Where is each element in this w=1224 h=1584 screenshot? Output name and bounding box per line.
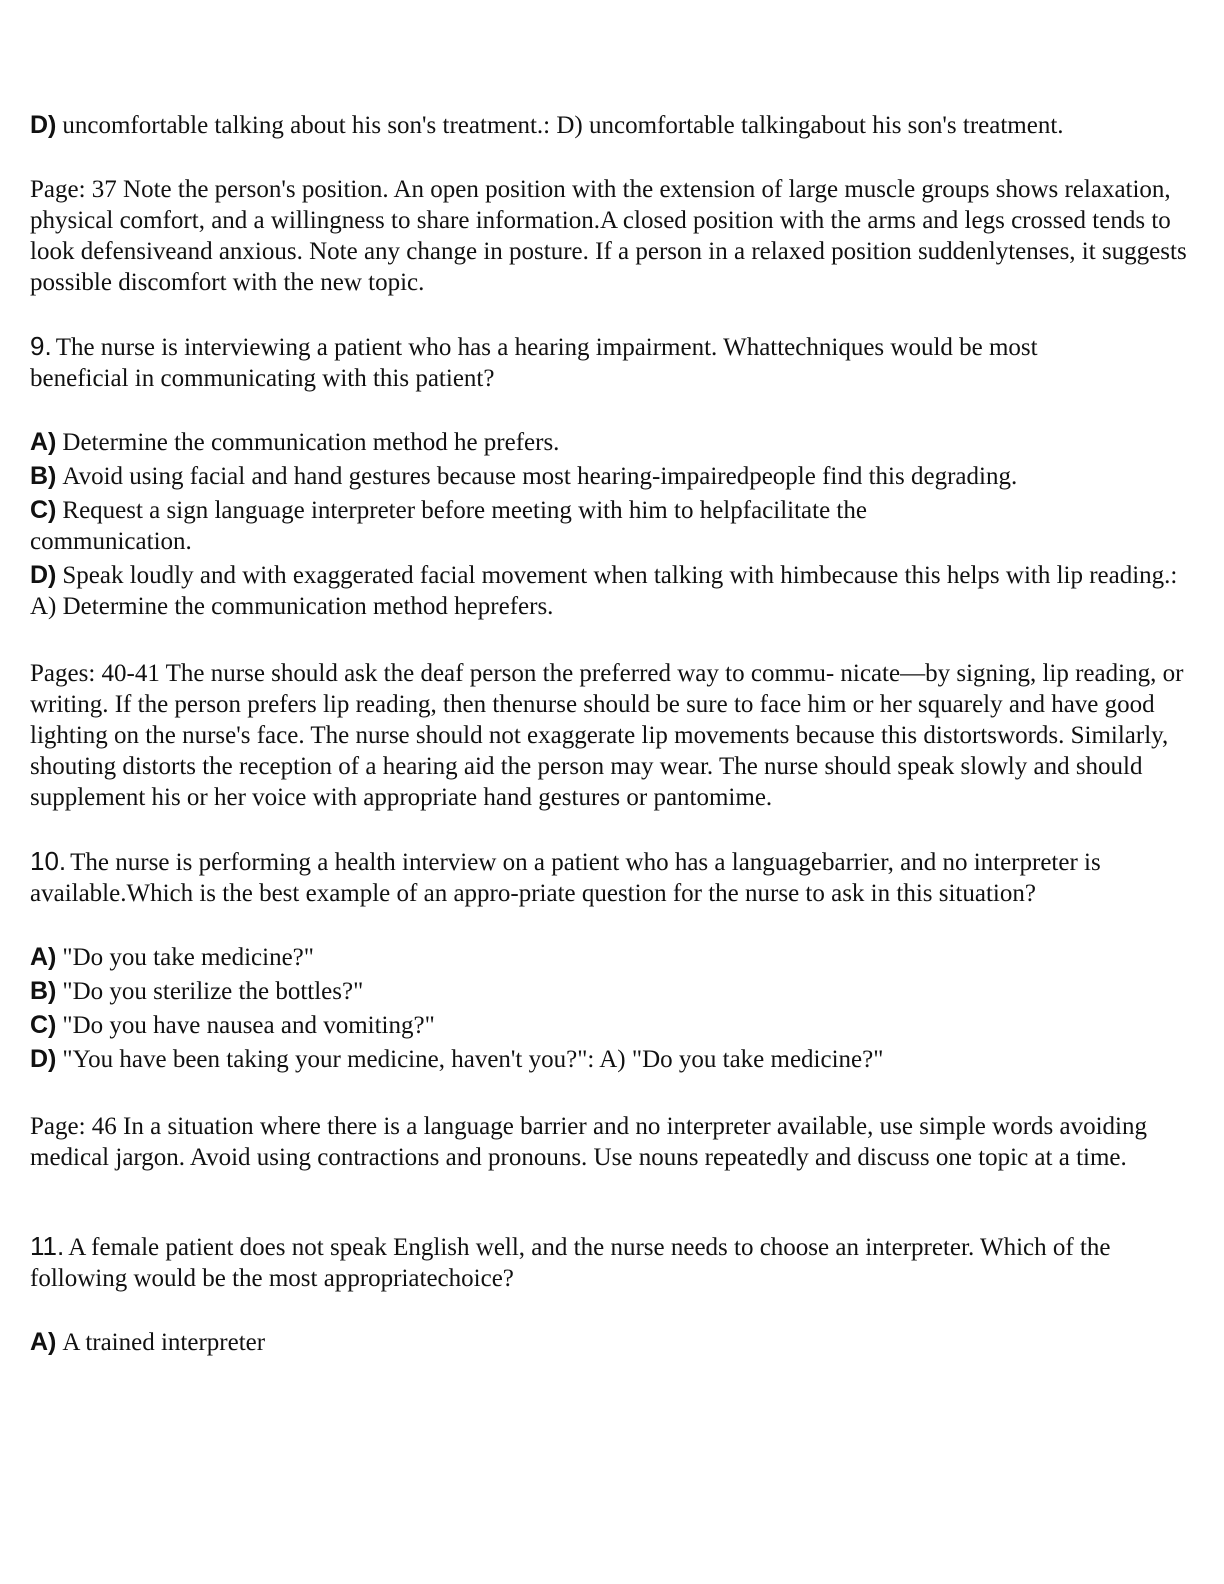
question-number: 10.: [30, 846, 67, 876]
q11-option-a: [30, 1327, 1195, 1358]
option-letter: A): [30, 943, 57, 971]
option-text: "Do you have nausea and vomiting?": [62, 1012, 435, 1039]
q10-option-c: [30, 1010, 1195, 1041]
question-text: The nurse is interviewing a patient who has a hearing impairment. Whattechniques would be most beneficial in communicating with this patient?: [30, 334, 1038, 392]
option-text: Request a sign language interpreter before meeting with him to helpfacilitate the communication.: [30, 497, 867, 555]
option-letter: C): [30, 496, 57, 524]
option-text: Avoid using facial and hand gestures because most hearing-impairedpeople find this degrading.: [62, 463, 1018, 490]
option-letter: C): [30, 1011, 57, 1039]
question-text: A female patient does not speak English well, and the nurse needs to choose an interpreter. Which of the following would be the most appropriatechoice?: [30, 1234, 1111, 1292]
q9-option-b: [30, 461, 1195, 492]
q10-option-a: [30, 942, 1195, 973]
q10-option-b: [30, 976, 1195, 1007]
q9-question: [30, 331, 1195, 394]
q10-option-d: [30, 1044, 1195, 1075]
question-number: 11.: [30, 1231, 65, 1261]
q8-option-d: [30, 110, 1195, 141]
option-text: uncomfortable talking about his son's treatment.: D) uncomfortable talkingabout his son's treatment.: [62, 112, 1064, 139]
option-text: Speak loudly and with exaggerated facial movement when talking with himbecause this helps with lip reading.: A) Determine the communication method heprefers.: [30, 562, 1178, 620]
q11-question: [30, 1231, 1195, 1294]
option-letter: B): [30, 977, 57, 1005]
option-letter: D): [30, 111, 57, 139]
option-text: Determine the communication method he prefers.: [62, 429, 560, 456]
document-page: [30, 110, 1195, 1361]
option-letter: A): [30, 428, 57, 456]
q10-explanation: Page: 46 In a situation where there is a language barrier and no interpreter available, use simple words avoiding medical jargon. Avoid using contractions and pronouns. Use nouns repeatedly and discuss one topic at a time.: [30, 1113, 1147, 1171]
option-letter: D): [30, 561, 57, 589]
q9-explanation: Pages: 40-41 The nurse should ask the deaf person the preferred way to commu- nicate—by signing, lip reading, or writing. If the person prefers lip reading, then thenurse should be sure to face him or her squarely and have good lighting on the nurse's face. The nurse should not exaggerate lip movements because this distortswords. Similarly, shouting distorts the reception of a hearing aid the person may wear. The nurse should speak slowly and should supplement his or her voice with appropriate hand gestures or pantomime.: [30, 660, 1184, 811]
option-text: "You have been taking your medicine, haven't you?": A) "Do you take medicine?": [62, 1046, 884, 1073]
q9-option-c: [30, 495, 1195, 557]
option-text: "Do you sterilize the bottles?": [62, 978, 364, 1005]
q9-option-d: [30, 560, 1195, 622]
question-number: 9.: [30, 331, 52, 361]
option-text: A trained interpreter: [62, 1329, 266, 1356]
q10-question: [30, 846, 1195, 909]
question-text: The nurse is performing a health interview on a patient who has a languagebarrier, and no interpreter is available.Which is the best example of an appro-priate question for the nurse to ask in this situation?: [30, 849, 1101, 907]
q8-explanation: Page: 37 Note the person's position. An open position with the extension of large muscle groups shows relaxation, physical comfort, and a willingness to share information.A closed position with the arms and legs crossed tends to look defensiveand anxious. Note any change in posture. If a person in a relaxed position suddenlytenses, it suggests possible discomfort with the new topic.: [30, 176, 1187, 296]
option-letter: D): [30, 1045, 57, 1073]
option-letter: B): [30, 462, 57, 490]
option-text: "Do you take medicine?": [62, 944, 314, 971]
option-letter: A): [30, 1328, 57, 1356]
q9-option-a: [30, 427, 1195, 458]
